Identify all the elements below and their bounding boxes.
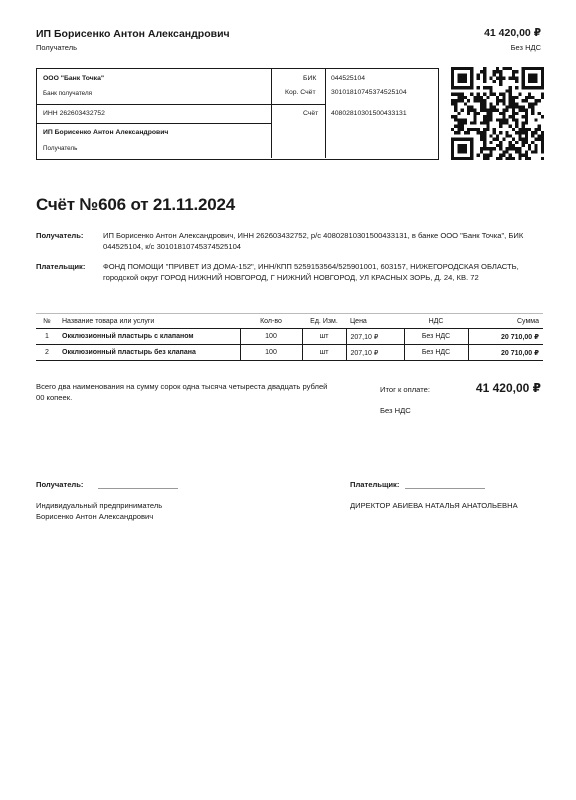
- signature-payer-line: [405, 488, 485, 489]
- total-vat: Без НДС: [380, 406, 411, 415]
- signature-payer-name: ДИРЕКТОР АБИЕВА НАТАЛЬЯ АНАТОЛЬЕВНА: [350, 501, 518, 510]
- table-header-row: [36, 314, 543, 329]
- col-header-price: Цена: [346, 314, 404, 329]
- cell-name: Окклюзионный пластырь с клапаном: [58, 329, 240, 345]
- col-header-name: Название товара или услуги: [58, 314, 240, 329]
- cell-name: Окклюзионный пластырь без клапана: [58, 345, 240, 361]
- header-total: 41 420,00 ₽: [484, 27, 541, 39]
- signature-payer-label: Плательщик:: [350, 480, 400, 489]
- col-header-unit: Ед. Изм.: [302, 314, 346, 329]
- cell-qty: 100: [240, 345, 302, 361]
- cell-price: 207,10 ₽: [346, 345, 404, 361]
- inn: ИНН 262603432752: [43, 110, 105, 117]
- payer-label: Плательщик:: [36, 262, 86, 271]
- cell-sum: 20 710,00 ₽: [468, 329, 543, 345]
- bank-requisites-box: [36, 68, 439, 160]
- recipient-name: ИП Борисенко Антон Александрович: [36, 28, 230, 40]
- divider: [37, 104, 325, 105]
- corr-label: Кор. Счёт: [285, 89, 316, 96]
- bank-name: ООО "Банк Точка": [43, 75, 105, 82]
- col-header-sum: Сумма: [468, 314, 543, 329]
- payee-label: Получатель: [43, 145, 78, 152]
- cell-price: 207,10 ₽: [346, 329, 404, 345]
- bik-label: БИК: [303, 75, 317, 82]
- cell-vat: Без НДС: [404, 345, 468, 361]
- col-header-vat: НДС: [404, 314, 468, 329]
- account-value: 40802810301500433131: [331, 110, 407, 117]
- col-header-num: №: [36, 314, 58, 329]
- corr-value: 30101810745374525104: [331, 89, 407, 96]
- items-table: [36, 313, 543, 361]
- table-row: [36, 345, 543, 361]
- cell-vat: Без НДС: [404, 329, 468, 345]
- total-label: Итог к оплате:: [380, 385, 430, 394]
- recipient-label: Получатель:: [36, 231, 84, 240]
- header-vat: Без НДС: [510, 43, 541, 52]
- table-row: [36, 329, 543, 345]
- recipient-details: ИП Борисенко Антон Александрович, ИНН 262603432752, р/с 40802810301500433131, в банке ООО "Банк Точка", БИК 044525104, к/с 30101810745374525104: [103, 231, 524, 251]
- divider: [37, 123, 271, 124]
- invoice-title: Счёт №606 от 21.11.2024: [36, 195, 236, 214]
- qr-code-icon: [451, 67, 544, 160]
- bank-label: Банк получателя: [43, 90, 93, 97]
- cell-num: 2: [36, 345, 58, 361]
- account-label: Счёт: [303, 110, 319, 117]
- amount-in-words: Всего два наименования на сумму сорок одна тысяча четыреста двадцать рублей 00 копеек.: [36, 382, 328, 402]
- recipient-role: Получатель: [36, 43, 77, 52]
- cell-qty: 100: [240, 329, 302, 345]
- signature-recipient-label: Получатель:: [36, 480, 84, 489]
- bik-value: 044525104: [331, 75, 366, 82]
- payer-details: ФОНД ПОМОЩИ "ПРИВЕТ ИЗ ДОМА-152", ИНН/КПП 5259153564/525901001, 603157, НИЖЕГОРОДСКАЯ ОБЛАСТЬ, городской округ ГОРОД НИЖНИЙ НОВГОРОД, Г НИЖНИЙ НОВГОРОД, УЛ КРАСНЫХ ЗОРЬ, Д. 24, КВ. 72: [103, 262, 519, 282]
- cell-unit: шт: [302, 329, 346, 345]
- cell-unit: шт: [302, 345, 346, 361]
- total-value: 41 420,00 ₽: [475, 381, 541, 395]
- payee-name: ИП Борисенко Антон Александрович: [43, 129, 169, 136]
- signature-recipient-line: [98, 488, 178, 489]
- cell-sum: 20 710,00 ₽: [468, 345, 543, 361]
- signature-recipient-name: Индивидуальный предприниматель Борисенко Антон Александрович: [36, 501, 163, 521]
- col-header-qty: Кол-во: [240, 314, 302, 329]
- divider: [325, 69, 326, 158]
- cell-num: 1: [36, 329, 58, 345]
- divider: [271, 69, 272, 158]
